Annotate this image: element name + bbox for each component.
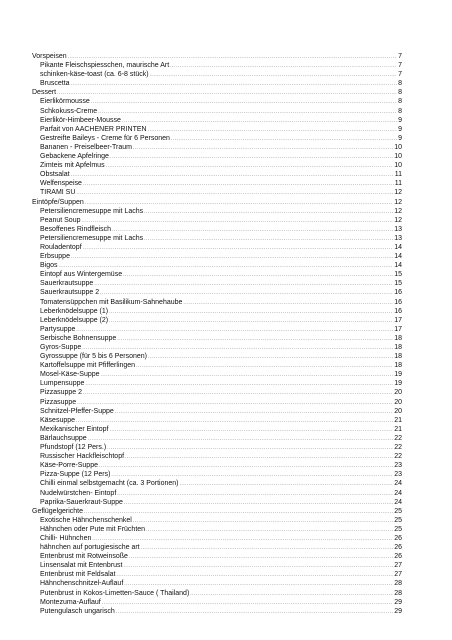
toc-entry-page: 17 xyxy=(394,325,402,333)
toc-entry-title: Leberknödelsuppe (1) xyxy=(40,307,109,315)
toc-entry[interactable] xyxy=(32,425,402,434)
toc-entry[interactable] xyxy=(32,288,402,297)
dot-leader xyxy=(85,380,393,389)
toc-entry[interactable] xyxy=(32,452,402,461)
toc-entry-page: 10 xyxy=(394,162,402,170)
toc-entry-title: TIRAMI SU xyxy=(40,189,76,197)
dot-leader xyxy=(171,135,397,144)
toc-entry-page: 14 xyxy=(394,262,402,270)
dot-leader xyxy=(94,280,393,289)
toc-entry[interactable] xyxy=(32,352,402,361)
toc-entry-title: Mosel-Käse-Suppe xyxy=(40,371,100,379)
toc-entry-page: 20 xyxy=(394,398,402,406)
dot-leader xyxy=(116,571,393,580)
toc-entry-page: 13 xyxy=(394,234,402,242)
toc-entry-title: Eintöpfe/Suppen xyxy=(32,198,84,206)
dot-leader xyxy=(76,417,393,426)
toc-entry-title: Geflügelgerichte xyxy=(32,507,83,515)
toc-entry[interactable] xyxy=(32,370,402,379)
toc-entry-page: 14 xyxy=(394,253,402,261)
toc-entry-page: 10 xyxy=(394,153,402,161)
toc-entry[interactable] xyxy=(32,152,402,161)
toc-entry-title: Pfundstopf (12 Pers.) xyxy=(40,444,107,452)
toc-entry-title: Eierlikör-Himbeer-Mousse xyxy=(40,116,121,124)
dot-leader xyxy=(107,444,393,453)
toc-entry[interactable] xyxy=(32,70,402,79)
toc-entry[interactable] xyxy=(32,207,402,216)
dot-leader xyxy=(122,117,397,126)
toc-entry[interactable] xyxy=(32,552,402,561)
toc-entry-title: Leberknödelsuppe (2) xyxy=(40,316,109,324)
toc-entry[interactable] xyxy=(32,243,402,252)
toc-entry[interactable] xyxy=(32,479,402,488)
toc-entry-page: 21 xyxy=(394,416,402,424)
toc-section-entry[interactable] xyxy=(32,198,402,207)
toc-entry-page: 13 xyxy=(394,225,402,233)
toc-entry-title: Obstsalat xyxy=(40,171,70,179)
dot-leader xyxy=(148,126,398,135)
toc-entry-title: Entenbrust mit Rotweinsoße xyxy=(40,553,128,561)
dot-leader xyxy=(109,308,393,317)
toc-entry-page: 15 xyxy=(394,280,402,288)
dot-leader xyxy=(112,226,393,235)
toc-entry[interactable] xyxy=(32,261,402,270)
dot-leader xyxy=(99,462,393,471)
toc-entry-page: 8 xyxy=(398,107,402,115)
dot-leader xyxy=(180,480,394,489)
toc-entry[interactable] xyxy=(32,589,402,598)
toc-entry-title: Chilli- Hühnchen xyxy=(40,534,92,542)
toc-entry-title: Gyros-Suppe xyxy=(40,344,82,351)
toc-entry[interactable] xyxy=(32,434,402,443)
toc-entry-title: Rouladentopf xyxy=(40,243,82,251)
toc-entry-title: Sauerkrautsuppe 2 xyxy=(40,289,100,297)
toc-entry-page: 24 xyxy=(394,480,402,488)
toc-entry-title: Gyrossuppe (für 5 bis 6 Personen) xyxy=(40,353,147,361)
toc-entry-title: Erbsuppe xyxy=(40,253,70,261)
dot-leader xyxy=(170,62,397,71)
toc-entry-page: 18 xyxy=(394,353,402,361)
toc-entry-title: Gebackene Apfelringe xyxy=(40,153,109,161)
table-of-contents xyxy=(32,52,402,616)
dot-leader xyxy=(190,590,393,599)
dot-leader xyxy=(81,217,393,226)
toc-entry-title: Eierlikörmousse xyxy=(40,98,90,106)
toc-entry-title: Schnitzel-Pfeffer-Suppe xyxy=(40,407,114,415)
dot-leader xyxy=(125,453,393,462)
toc-entry-title: Tomatensüppchen mit Basilikum-Sahnehaube xyxy=(40,298,183,306)
toc-entry-title: Bigos xyxy=(40,262,58,270)
toc-entry-title: Petersiliencremesuppe mit Lachs xyxy=(40,207,144,215)
toc-entry-page: 7 xyxy=(398,62,402,70)
dot-leader xyxy=(76,326,393,335)
toc-entry-title: Russischer Hackfleischtopf xyxy=(40,453,125,461)
toc-entry-page: 8 xyxy=(398,98,402,106)
toc-entry[interactable] xyxy=(32,216,402,225)
dot-leader xyxy=(150,71,398,80)
toc-entry-title: Kartoffelsuppe mit Pfifferlingen xyxy=(40,362,136,370)
toc-entry-title: Schkokuss-Creme xyxy=(40,107,98,115)
toc-entry[interactable] xyxy=(32,170,402,179)
toc-entry[interactable] xyxy=(32,516,402,525)
toc-entry[interactable] xyxy=(32,543,402,552)
toc-entry-title: Serbische Bohnensuppe xyxy=(40,334,117,342)
toc-entry-title: Pizzasuppe 2 xyxy=(40,389,83,397)
toc-entry-page: 12 xyxy=(394,216,402,224)
toc-entry-page: 29 xyxy=(394,607,402,615)
dot-leader xyxy=(109,317,393,326)
dot-leader xyxy=(76,189,393,198)
dot-leader xyxy=(144,235,393,244)
toc-entry[interactable] xyxy=(32,107,402,116)
toc-entry-page: 16 xyxy=(394,307,402,315)
dot-leader xyxy=(83,244,394,253)
toc-entry[interactable] xyxy=(32,61,402,70)
toc-entry-page: 21 xyxy=(394,425,402,433)
toc-entry-page: 16 xyxy=(394,289,402,297)
toc-entry[interactable] xyxy=(32,498,402,507)
toc-entry[interactable] xyxy=(32,388,402,397)
toc-entry[interactable] xyxy=(32,361,402,370)
toc-entry-page: 24 xyxy=(394,498,402,506)
toc-entry-page: 18 xyxy=(394,334,402,342)
toc-entry-title: Zimteis mit Apfelmus xyxy=(40,162,105,170)
toc-entry[interactable] xyxy=(32,525,402,534)
toc-entry-title: Montezuma-Auflauf xyxy=(40,598,101,606)
toc-entry-page: 24 xyxy=(394,489,402,497)
toc-entry-title: Parfait von AACHENER PRINTEN xyxy=(40,125,147,133)
toc-entry[interactable] xyxy=(32,334,402,343)
toc-entry-title: Hähnchen oder Pute mit Früchten xyxy=(40,525,146,533)
toc-entry-page: 18 xyxy=(394,344,402,351)
toc-entry[interactable] xyxy=(32,116,402,125)
dot-leader xyxy=(109,426,393,435)
toc-entry-page: 7 xyxy=(398,53,402,60)
dot-leader xyxy=(102,599,394,608)
toc-entry[interactable] xyxy=(32,379,402,388)
toc-section-entry[interactable] xyxy=(32,88,402,97)
dot-leader xyxy=(183,299,393,308)
dot-leader xyxy=(148,353,393,362)
toc-entry-title: Peanut Soup xyxy=(40,216,81,224)
toc-entry-title: Partysuppe xyxy=(40,325,76,333)
toc-entry[interactable] xyxy=(32,416,402,425)
toc-entry-title: Linsensalat mit Entenbrust xyxy=(40,562,123,570)
dot-leader xyxy=(129,553,393,562)
toc-entry-page: 25 xyxy=(394,507,402,515)
toc-entry-title: Nudelwürstchen- Eintopf xyxy=(40,489,117,497)
toc-entry-page: 18 xyxy=(394,362,402,370)
toc-entry-page: 27 xyxy=(394,571,402,579)
toc-entry-page: 25 xyxy=(394,516,402,524)
dot-leader xyxy=(115,408,393,417)
dot-leader xyxy=(124,499,393,508)
toc-entry-title: Paprika-Sauerkraut-Suppe xyxy=(40,498,123,506)
toc-entry-title: Welfenspeise xyxy=(40,180,82,188)
dot-leader xyxy=(83,180,394,189)
toc-entry-title: Eintopf aus Wintergemüse xyxy=(40,271,123,279)
dot-leader xyxy=(71,253,393,262)
dot-leader xyxy=(83,389,393,398)
toc-entry-title: Besoffenes Rindfleisch xyxy=(40,225,112,233)
toc-entry-page: 12 xyxy=(394,198,402,206)
toc-entry[interactable] xyxy=(32,225,402,234)
toc-entry[interactable] xyxy=(32,407,402,416)
toc-entry-page: 9 xyxy=(398,125,402,133)
toc-entry-page: 22 xyxy=(394,444,402,452)
dot-leader xyxy=(123,271,393,280)
toc-entry-page: 23 xyxy=(394,471,402,479)
toc-entry-title: Pizzasuppe xyxy=(40,398,77,406)
toc-entry-page: 22 xyxy=(394,434,402,442)
toc-entry-page: 8 xyxy=(398,89,402,97)
toc-entry-page: 28 xyxy=(394,580,402,588)
toc-entry-page: 12 xyxy=(394,189,402,197)
toc-entry-page: 20 xyxy=(394,407,402,415)
toc-entry[interactable] xyxy=(32,134,402,143)
toc-entry[interactable] xyxy=(32,443,402,452)
toc-entry[interactable] xyxy=(32,234,402,243)
toc-entry-page: 8 xyxy=(398,80,402,88)
toc-entry[interactable] xyxy=(32,607,402,616)
toc-entry-page: 19 xyxy=(394,380,402,388)
toc-entry[interactable] xyxy=(32,97,402,106)
toc-entry[interactable] xyxy=(32,188,402,197)
toc-entry-title: Käsesuppe xyxy=(40,416,76,424)
toc-entry[interactable] xyxy=(32,579,402,588)
toc-entry-page: 10 xyxy=(394,143,402,151)
dot-leader xyxy=(110,153,393,162)
dot-leader xyxy=(77,399,393,408)
toc-entry-page: 26 xyxy=(394,544,402,552)
toc-entry[interactable] xyxy=(32,143,402,152)
toc-entry-page: 27 xyxy=(394,562,402,570)
toc-entry-title: Vorspeisen xyxy=(32,53,67,60)
toc-entry-title: Putengulasch ungarisch xyxy=(40,607,115,615)
toc-entry[interactable] xyxy=(32,534,402,543)
toc-entry[interactable] xyxy=(32,307,402,316)
toc-entry-page: 23 xyxy=(394,462,402,470)
dot-leader xyxy=(124,562,394,571)
toc-entry-title: Bruscetta xyxy=(40,80,70,88)
toc-entry-title: Mexikanischer Eintopf xyxy=(40,425,109,433)
toc-entry[interactable] xyxy=(32,161,402,170)
toc-entry-title: Dessert xyxy=(32,89,57,97)
toc-entry-title: Käse-Porre-Suppe xyxy=(40,462,98,470)
toc-entry-page: 26 xyxy=(394,534,402,542)
toc-entry-title: Hähnchenschnitzel-Auflauf xyxy=(40,580,124,588)
toc-entry-title: schinken-käse-toast (ca. 6-8 stück) xyxy=(40,71,149,79)
toc-entry-page: 17 xyxy=(394,316,402,324)
toc-entry[interactable] xyxy=(32,252,402,261)
toc-entry-page: 22 xyxy=(394,453,402,461)
toc-entry[interactable] xyxy=(32,561,402,570)
dot-leader xyxy=(57,89,397,98)
toc-entry-title: Lumpensuppe xyxy=(40,380,85,388)
toc-entry[interactable] xyxy=(32,461,402,470)
toc-entry-page: 15 xyxy=(394,271,402,279)
toc-entry-title: Entenbrust mit Feldsalat xyxy=(40,571,116,579)
toc-entry[interactable] xyxy=(32,470,402,479)
toc-entry-page: 20 xyxy=(394,389,402,397)
toc-entry[interactable] xyxy=(32,279,402,288)
toc-entry[interactable] xyxy=(32,316,402,325)
toc-entry[interactable] xyxy=(32,298,402,307)
toc-entry[interactable] xyxy=(32,398,402,407)
toc-entry-page: 9 xyxy=(398,134,402,142)
toc-entry-title: Gestreifte Baileys - Creme für 6 Personen xyxy=(40,134,170,142)
dot-leader xyxy=(88,435,394,444)
toc-entry-page: 7 xyxy=(398,71,402,79)
toc-entry[interactable] xyxy=(32,270,402,279)
toc-entry[interactable] xyxy=(32,79,402,88)
dot-leader xyxy=(144,208,393,217)
dot-leader xyxy=(136,362,393,371)
dot-leader xyxy=(133,144,393,153)
toc-entry[interactable] xyxy=(32,325,402,334)
toc-entry-page: 14 xyxy=(394,243,402,251)
toc-entry-title: Putenbrust in Kokos-Limetten-Sauce ( Thailand) xyxy=(40,589,190,597)
dot-leader xyxy=(106,162,394,171)
toc-entry-page: 19 xyxy=(394,371,402,379)
toc-entry-title: hähnchen auf portugiesische art xyxy=(40,544,140,552)
toc-section-entry[interactable] xyxy=(32,507,402,516)
toc-entry[interactable] xyxy=(32,179,402,188)
toc-entry-page: 29 xyxy=(394,598,402,606)
dot-leader xyxy=(116,608,393,617)
toc-entry-page: 12 xyxy=(394,207,402,215)
toc-entry-page: 26 xyxy=(394,553,402,561)
dot-leader xyxy=(146,526,393,535)
dot-leader xyxy=(98,108,397,117)
dot-leader xyxy=(71,80,398,89)
toc-entry-title: Exotische Hähnchenschenkel xyxy=(40,516,132,524)
toc-entry-title: Chilli einmal selbstgemacht (ca. 3 Portionen) xyxy=(40,480,179,488)
toc-entry[interactable] xyxy=(32,343,402,352)
toc-entry[interactable] xyxy=(32,598,402,607)
toc-entry-title: Pizza-Suppe (12 Pers) xyxy=(40,471,111,479)
toc-entry-page: 28 xyxy=(394,589,402,597)
toc-entry-title: Sauerkrautsuppe xyxy=(40,280,94,288)
dot-leader xyxy=(141,544,394,553)
dot-leader xyxy=(91,98,397,107)
toc-entry-page: 11 xyxy=(394,171,402,179)
toc-entry-title: Bananen - Preiselbeer-Traum xyxy=(40,143,132,151)
toc-entry-title: Petersiliencremesuppe mit Lachs xyxy=(40,234,144,242)
toc-entry-page: 9 xyxy=(398,116,402,124)
toc-entry[interactable] xyxy=(32,489,402,498)
toc-entry[interactable] xyxy=(32,570,402,579)
toc-section-entry[interactable] xyxy=(32,52,402,61)
toc-entry-title: Bärlauchsuppe xyxy=(40,434,87,442)
dot-leader xyxy=(117,490,393,499)
dot-leader xyxy=(117,335,393,344)
toc-entry-page: 25 xyxy=(394,525,402,533)
toc-entry[interactable] xyxy=(32,125,402,134)
dot-leader xyxy=(101,371,394,380)
toc-entry-title: Pikante Fleischspiesschen, maurische Art xyxy=(40,62,170,70)
dot-leader xyxy=(133,517,393,526)
toc-entry-page: 11 xyxy=(394,180,402,188)
dot-leader xyxy=(71,171,394,180)
toc-entry-page: 16 xyxy=(394,298,402,306)
